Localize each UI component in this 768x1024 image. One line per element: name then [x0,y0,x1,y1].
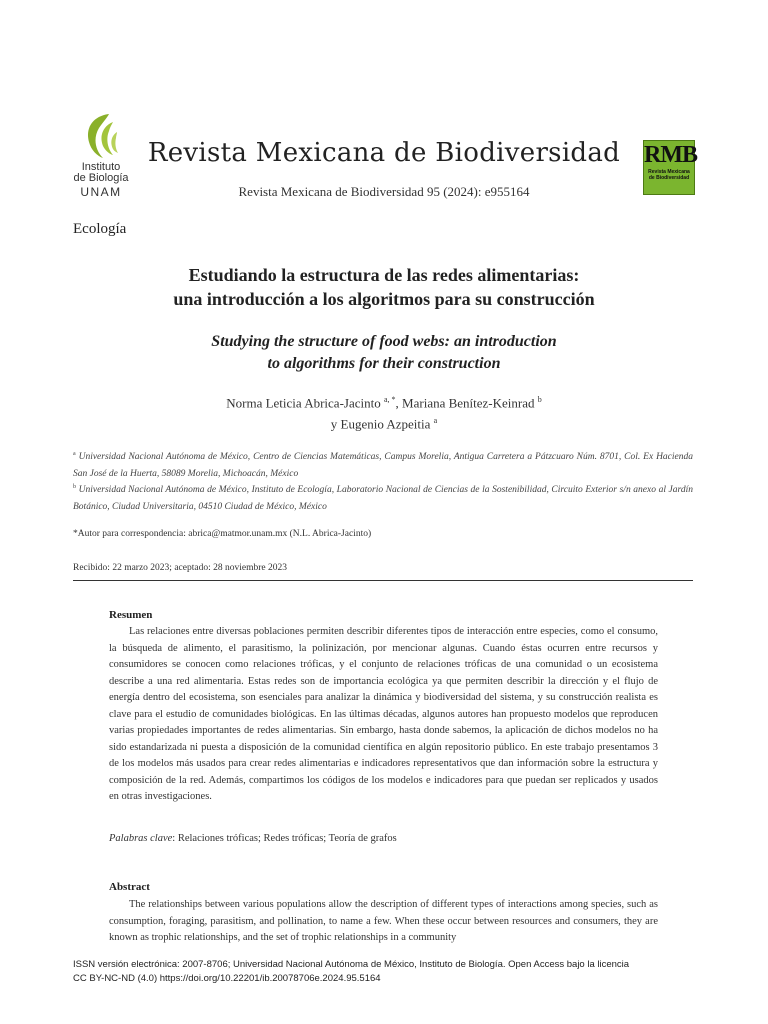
authors: Norma Leticia Abrica-Jacinto $^{a, *}$, Mariana Benítez-Keinrad $^b$ y Eugenio Azpeitia $^a$ [226,395,542,432]
received-dates: Recibido: 22 marzo 2023; aceptado: 28 noviembre 2023 [73,563,287,573]
article-title-english [60,331,708,375]
logo-text-biologia: de Biología [73,172,129,184]
keywords-label: Palabras clave [109,833,173,844]
affiliation-b [73,479,693,516]
affiliation-a [73,446,693,483]
divider [73,580,693,581]
author-2: Mariana Benítez-Keinrad [402,395,535,411]
footer-license-doi: CC BY-NC-ND (4.0) https://doi.org/10.22201/ib.20078706e.2024.95.5164 [73,973,381,984]
resumen-heading: Resumen [109,609,153,621]
correspondence-note: *Autor para correspondencia: abrica@matmor.unam.mx (N.L. Abrica-Jacinto) [73,529,372,539]
journal-logo-abbr: RMB [644,142,697,168]
keywords-list: : Relaciones tróficas; Redes tróficas; Teoría de grafos [172,833,397,844]
affiliation-b-mark: b [73,484,76,490]
logo-text-unam: UNAM [80,185,122,199]
affiliation-a-text: Universidad Nacional Autónoma de México, Centro de Ciencias Matemáticas, Campus Morelia, Antigua Carretera a Pátzcuaro Núm. 8701, Col. Ex Hacienda San José de la Huerta, 58089 Morelia, Michoacán, México [73,452,693,480]
title-en-line-1: Studying the structure of food webs: an introduction [211,333,557,350]
author-1: Norma Leticia Abrica-Jacinto [226,395,381,411]
footer [73,958,713,986]
resumen-body: Las relaciones entre diversas poblaciones permiten describir diferentes tipos de interacción entre especies, como el consumo, la búsqueda de alimento, el parasitismo, la polinización, por mencionar algunas. Cuando éstas ocurren entre recursos y consumidores se conocen como relaciones tróficas, y el conjunto de relaciones tróficas de una comunidad o un ecosistema describe a una red alimentaria. Estas redes son de importancia ecológica ya que permiten describir la dirección y el flujo de energía dentro del ecosistema, son esenciales para analizar la dinámica y biodiversidad del sistema, y su construcción realista es clave para el estudio de comunidades biológicas. En las últimas décadas, algunos autores han propuesto modelos que reproducen varias propiedades importantes de redes alimentarias. Sin embargo, hasta donde sabemos, la aplicación de dichos modelos no ha sido estandarizada ni puesta a disposición de la comunidad científica en algún repositorio público. En este trabajo presentamos 3 de los modelos más usados para crear redes alimentarias e indicadores representativos que dan información sobre la estructura y composición de la red. Además, compartimos los códigos de los modelos e indicadores para que puedan ser replicados y usados en otras investigaciones. [109,626,658,802]
title-en-line-2: to algorithms for their construction [267,355,501,372]
article-title-spanish [60,263,708,311]
author-3-affiliation: a [433,416,438,426]
journal-logo-subtitle-1: Revista Mexicana [648,169,690,175]
abstract-heading: Abstract [109,881,150,893]
journal-title: Revista Mexicana de Biodiversidad [147,138,621,168]
title-es-line-1: Estudiando la estructura de las redes alimentarias: [188,265,580,285]
affiliation-a-mark: a [73,451,76,457]
logo-text-instituto: Instituto [81,161,121,173]
author-2-affiliation: b [537,395,542,404]
author-1-affiliation: a, * [383,395,396,404]
journal-logo [643,140,695,195]
abstract-body: The relationships between various populations allow the description of different types of interactions among species, such as consumption, foraging, parasitism, and pollination, to name a few. When these occur between resources and consumers, they are known as trophic relationships, and the set of trophic relationships in a community [109,899,658,943]
section-label: Ecología [73,221,127,237]
journal-reference: Revista Mexicana de Biodiversidad 95 (2024): e955164 [238,184,530,199]
author-3: y Eugenio Azpeitia [330,416,431,432]
title-es-line-2: una introducción a los algoritmos para su construcción [173,289,595,309]
journal-logo-subtitle-2: de Biodiversidad [648,175,690,181]
keywords [109,833,397,844]
affiliation-b-text: Universidad Nacional Autónoma de México, Instituto de Ecología, Laboratorio Nacional de Ciencias de la Sostenibilidad, Circuito Exterior s/n anexo al Jardín Botánico, Ciudad Universitaria, 04510 Ciudad de México, México [73,485,694,513]
footer-issn: ISSN versión electrónica: 2007-8706; Universidad Nacional Autónoma de México, Instituto de Biología. Open Access bajo la licencia [73,959,630,970]
